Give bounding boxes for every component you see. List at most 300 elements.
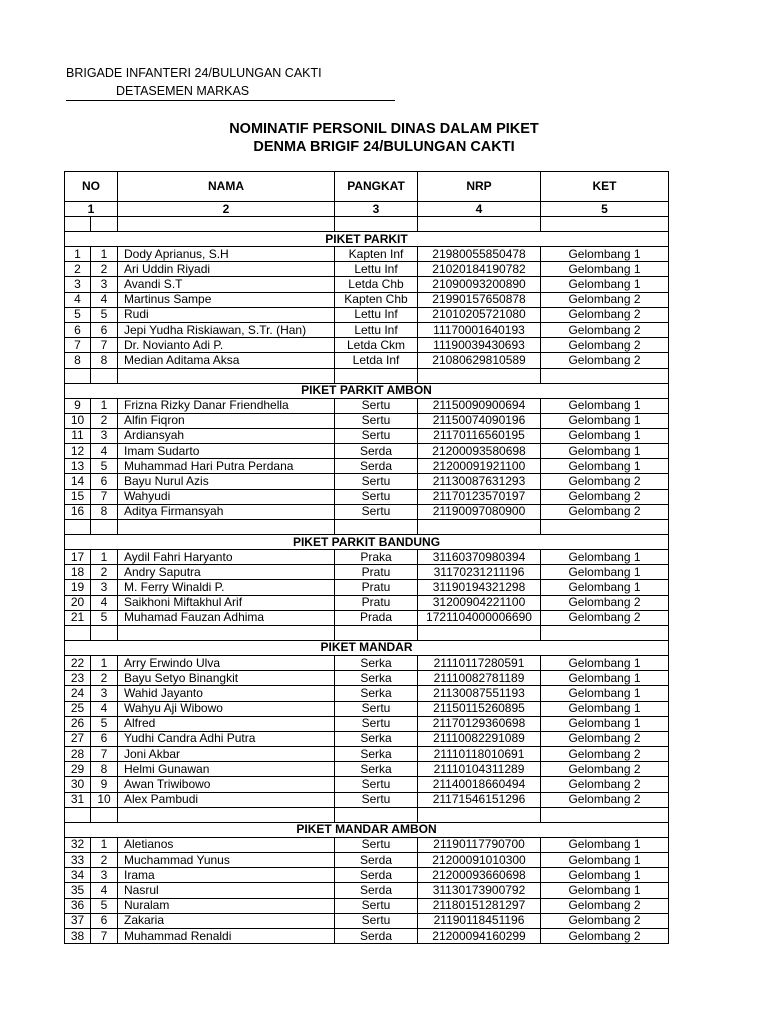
row-ket: Gelombang 1 xyxy=(541,671,669,686)
row-index: 16 xyxy=(65,504,91,519)
row-index: 34 xyxy=(65,868,91,883)
empty-cell xyxy=(91,217,118,232)
table-row xyxy=(65,353,669,368)
col-number: 3 xyxy=(335,202,418,217)
row-ket: Gelombang 2 xyxy=(541,928,669,943)
table-row xyxy=(65,747,669,762)
col-number: 2 xyxy=(118,202,335,217)
row-rank: Sertu xyxy=(335,701,418,716)
row-index: 37 xyxy=(65,913,91,928)
row-nrp: 21170123570197 xyxy=(418,489,541,504)
row-index: 21 xyxy=(65,610,91,625)
empty-cell xyxy=(541,217,669,232)
row-section-number: 4 xyxy=(91,595,118,610)
row-ket: Gelombang 1 xyxy=(541,837,669,852)
row-name: Avandi S.T xyxy=(118,277,335,292)
row-index: 31 xyxy=(65,792,91,807)
row-name: Alex Pambudi xyxy=(118,792,335,807)
row-section-number: 5 xyxy=(91,459,118,474)
table-row xyxy=(65,474,669,489)
empty-cell xyxy=(335,807,418,822)
row-rank: Sertu xyxy=(335,398,418,413)
row-index: 1 xyxy=(65,247,91,262)
row-section-number: 5 xyxy=(91,716,118,731)
row-nrp: 21190097080900 xyxy=(418,504,541,519)
row-name: Wahyu Aji Wibowo xyxy=(118,701,335,716)
row-nrp: 21200094160299 xyxy=(418,928,541,943)
row-section-number: 6 xyxy=(91,474,118,489)
row-name: Aditya Firmansyah xyxy=(118,504,335,519)
row-rank: Prada xyxy=(335,610,418,625)
empty-cell xyxy=(91,807,118,822)
row-index: 14 xyxy=(65,474,91,489)
row-nrp: 21130087551193 xyxy=(418,686,541,701)
row-index: 8 xyxy=(65,353,91,368)
row-index: 35 xyxy=(65,883,91,898)
row-nrp: 21130087631293 xyxy=(418,474,541,489)
row-rank: Sertu xyxy=(335,474,418,489)
table-row xyxy=(65,292,669,307)
row-ket: Gelombang 2 xyxy=(541,747,669,762)
table-row xyxy=(65,322,669,337)
col-number: 1 xyxy=(65,202,118,217)
row-name: Yudhi Candra Adhi Putra xyxy=(118,731,335,746)
table-row xyxy=(65,928,669,943)
row-rank: Letda Chb xyxy=(335,277,418,292)
row-rank: Kapten Inf xyxy=(335,247,418,262)
empty-cell xyxy=(418,217,541,232)
row-index: 15 xyxy=(65,489,91,504)
row-name: Wahid Jayanto xyxy=(118,686,335,701)
row-rank: Serka xyxy=(335,747,418,762)
row-nrp: 21110104311289 xyxy=(418,762,541,777)
row-name: Awan Triwibowo xyxy=(118,777,335,792)
row-rank: Sertu xyxy=(335,777,418,792)
row-index: 22 xyxy=(65,655,91,670)
row-rank: Serda xyxy=(335,459,418,474)
row-index: 4 xyxy=(65,292,91,307)
row-name: Ardiansyah xyxy=(118,428,335,443)
row-name: Nuralam xyxy=(118,898,335,913)
row-nrp: 21200091010300 xyxy=(418,853,541,868)
row-ket: Gelombang 1 xyxy=(541,247,669,262)
empty-cell xyxy=(541,520,669,535)
row-nrp: 21170116560195 xyxy=(418,428,541,443)
row-name: Nasrul xyxy=(118,883,335,898)
row-ket: Gelombang 1 xyxy=(541,565,669,580)
section-header-row xyxy=(65,535,669,550)
row-section-number: 4 xyxy=(91,444,118,459)
row-nrp: 21190117790700 xyxy=(418,837,541,852)
row-section-number: 4 xyxy=(91,701,118,716)
row-section-number: 4 xyxy=(91,292,118,307)
row-ket: Gelombang 2 xyxy=(541,898,669,913)
col-number: 4 xyxy=(418,202,541,217)
row-index: 7 xyxy=(65,338,91,353)
table-row xyxy=(65,898,669,913)
row-name: Dody Aprianus, S.H xyxy=(118,247,335,262)
row-ket: Gelombang 1 xyxy=(541,550,669,565)
table-row xyxy=(65,277,669,292)
row-section-number: 5 xyxy=(91,898,118,913)
table-row xyxy=(65,307,669,322)
row-ket: Gelombang 1 xyxy=(541,428,669,443)
row-ket: Gelombang 2 xyxy=(541,610,669,625)
row-rank: Pratu xyxy=(335,595,418,610)
row-index: 5 xyxy=(65,307,91,322)
row-rank: Sertu xyxy=(335,716,418,731)
row-nrp: 21010205721080 xyxy=(418,307,541,322)
row-section-number: 5 xyxy=(91,307,118,322)
row-name: Bayu Nurul Azis xyxy=(118,474,335,489)
row-nrp: 31130173900792 xyxy=(418,883,541,898)
row-section-number: 9 xyxy=(91,777,118,792)
row-ket: Gelombang 2 xyxy=(541,777,669,792)
row-section-number: 7 xyxy=(91,747,118,762)
row-section-number: 7 xyxy=(91,928,118,943)
row-name: Jepi Yudha Riskiawan, S.Tr. (Han) xyxy=(118,322,335,337)
row-index: 27 xyxy=(65,731,91,746)
col-header-pangkat: PANGKAT xyxy=(335,172,418,202)
row-name: Alfred xyxy=(118,716,335,731)
row-rank: Letda Ckm xyxy=(335,338,418,353)
row-ket: Gelombang 1 xyxy=(541,716,669,731)
org-name: BRIGADE INFANTERI 24/BULUNGAN CAKTI xyxy=(66,66,322,80)
row-rank: Serda xyxy=(335,868,418,883)
row-section-number: 3 xyxy=(91,428,118,443)
row-section-number: 2 xyxy=(91,565,118,580)
section-header-row xyxy=(65,383,669,398)
row-nrp: 21200093580698 xyxy=(418,444,541,459)
row-rank: Sertu xyxy=(335,898,418,913)
row-ket: Gelombang 1 xyxy=(541,413,669,428)
empty-cell xyxy=(91,368,118,383)
row-index: 38 xyxy=(65,928,91,943)
row-ket: Gelombang 1 xyxy=(541,883,669,898)
table-row xyxy=(65,413,669,428)
row-nrp: 1721104000006690 xyxy=(418,610,541,625)
table-row xyxy=(65,913,669,928)
row-rank: Serda xyxy=(335,883,418,898)
table-row xyxy=(65,731,669,746)
header-underline xyxy=(66,100,395,101)
row-nrp: 21190118451196 xyxy=(418,913,541,928)
row-ket: Gelombang 2 xyxy=(541,474,669,489)
empty-cell xyxy=(65,520,91,535)
row-ket: Gelombang 2 xyxy=(541,292,669,307)
row-nrp: 21980055850478 xyxy=(418,247,541,262)
row-ket: Gelombang 1 xyxy=(541,655,669,670)
empty-cell xyxy=(541,368,669,383)
row-name: Imam Sudarto xyxy=(118,444,335,459)
empty-cell xyxy=(118,368,335,383)
row-section-number: 2 xyxy=(91,262,118,277)
empty-cell xyxy=(418,625,541,640)
table-row xyxy=(65,686,669,701)
row-ket: Gelombang 2 xyxy=(541,489,669,504)
blank-row xyxy=(65,368,669,383)
col-header-no: NO xyxy=(65,172,118,202)
table-header-row xyxy=(65,172,669,202)
row-name: Joni Akbar xyxy=(118,747,335,762)
row-ket: Gelombang 1 xyxy=(541,262,669,277)
row-name: Median Aditama Aksa xyxy=(118,353,335,368)
row-rank: Sertu xyxy=(335,837,418,852)
row-index: 11 xyxy=(65,428,91,443)
row-ket: Gelombang 1 xyxy=(541,853,669,868)
blank-row xyxy=(65,625,669,640)
row-section-number: 2 xyxy=(91,853,118,868)
row-ket: Gelombang 1 xyxy=(541,444,669,459)
empty-cell xyxy=(91,625,118,640)
table-row xyxy=(65,550,669,565)
empty-cell xyxy=(418,368,541,383)
row-name: Irama xyxy=(118,868,335,883)
row-name: Dr. Novianto Adi P. xyxy=(118,338,335,353)
row-nrp: 11170001640193 xyxy=(418,322,541,337)
row-nrp: 21110082291089 xyxy=(418,731,541,746)
row-section-number: 1 xyxy=(91,398,118,413)
row-rank: Lettu Inf xyxy=(335,262,418,277)
row-nrp: 21150090900694 xyxy=(418,398,541,413)
table-row xyxy=(65,459,669,474)
empty-cell xyxy=(65,625,91,640)
row-section-number: 1 xyxy=(91,837,118,852)
row-index: 12 xyxy=(65,444,91,459)
row-name: Muhammad Renaldi xyxy=(118,928,335,943)
table-body xyxy=(65,217,669,944)
row-ket: Gelombang 2 xyxy=(541,762,669,777)
empty-cell xyxy=(335,625,418,640)
row-ket: Gelombang 2 xyxy=(541,338,669,353)
row-ket: Gelombang 2 xyxy=(541,595,669,610)
row-section-number: 6 xyxy=(91,731,118,746)
row-name: Aydil Fahri Haryanto xyxy=(118,550,335,565)
row-nrp: 21110082781189 xyxy=(418,671,541,686)
row-section-number: 3 xyxy=(91,580,118,595)
row-index: 20 xyxy=(65,595,91,610)
row-section-number: 1 xyxy=(91,247,118,262)
row-nrp: 21150115260895 xyxy=(418,701,541,716)
row-nrp: 21150074090196 xyxy=(418,413,541,428)
table-row xyxy=(65,655,669,670)
row-section-number: 8 xyxy=(91,504,118,519)
row-rank: Serda xyxy=(335,928,418,943)
row-name: Andry Saputra xyxy=(118,565,335,580)
row-rank: Lettu Inf xyxy=(335,322,418,337)
document-subtitle: DENMA BRIGIF 24/BULUNGAN CAKTI xyxy=(253,139,515,155)
empty-cell xyxy=(118,520,335,535)
empty-cell xyxy=(418,520,541,535)
table-row xyxy=(65,837,669,852)
row-name: Frizna Rizky Danar Friendhella xyxy=(118,398,335,413)
row-rank: Lettu Inf xyxy=(335,307,418,322)
document-title: NOMINATIF PERSONIL DINAS DALAM PIKET xyxy=(229,121,539,137)
row-index: 9 xyxy=(65,398,91,413)
blank-row xyxy=(65,520,669,535)
table-row xyxy=(65,489,669,504)
row-index: 25 xyxy=(65,701,91,716)
table-row xyxy=(65,247,669,262)
table-row xyxy=(65,671,669,686)
row-nrp: 31200904221100 xyxy=(418,595,541,610)
row-section-number: 7 xyxy=(91,489,118,504)
row-index: 19 xyxy=(65,580,91,595)
table-row xyxy=(65,868,669,883)
row-rank: Sertu xyxy=(335,428,418,443)
table-row xyxy=(65,338,669,353)
row-section-number: 3 xyxy=(91,277,118,292)
row-index: 29 xyxy=(65,762,91,777)
empty-cell xyxy=(118,625,335,640)
row-name: Muhammad Hari Putra Perdana xyxy=(118,459,335,474)
row-name: M. Ferry Winaldi P. xyxy=(118,580,335,595)
row-name: Aletianos xyxy=(118,837,335,852)
row-ket: Gelombang 2 xyxy=(541,353,669,368)
col-header-ket: KET xyxy=(541,172,669,202)
section-title: PIKET PARKIT AMBON xyxy=(65,383,669,398)
row-rank: Serka xyxy=(335,671,418,686)
table-row xyxy=(65,444,669,459)
blank-row xyxy=(65,807,669,822)
row-name: Ari Uddin Riyadi xyxy=(118,262,335,277)
row-rank: Serda xyxy=(335,444,418,459)
table-row xyxy=(65,762,669,777)
table-row xyxy=(65,777,669,792)
col-header-nama: NAMA xyxy=(118,172,335,202)
table-row xyxy=(65,792,669,807)
table-row xyxy=(65,610,669,625)
row-ket: Gelombang 2 xyxy=(541,792,669,807)
row-nrp: 21200091921100 xyxy=(418,459,541,474)
empty-cell xyxy=(541,625,669,640)
section-title: PIKET MANDAR AMBON xyxy=(65,822,669,837)
section-title: PIKET PARKIT BANDUNG xyxy=(65,535,669,550)
row-section-number: 8 xyxy=(91,353,118,368)
row-name: Wahyudi xyxy=(118,489,335,504)
row-section-number: 7 xyxy=(91,338,118,353)
table-row xyxy=(65,701,669,716)
row-rank: Sertu xyxy=(335,792,418,807)
row-ket: Gelombang 2 xyxy=(541,731,669,746)
row-ket: Gelombang 1 xyxy=(541,580,669,595)
row-index: 2 xyxy=(65,262,91,277)
table-row xyxy=(65,595,669,610)
row-rank: Praka xyxy=(335,550,418,565)
empty-cell xyxy=(118,217,335,232)
empty-cell xyxy=(335,368,418,383)
row-section-number: 4 xyxy=(91,883,118,898)
row-index: 18 xyxy=(65,565,91,580)
row-nrp: 21180151281297 xyxy=(418,898,541,913)
row-nrp: 21140018660494 xyxy=(418,777,541,792)
empty-cell xyxy=(65,368,91,383)
empty-cell xyxy=(541,807,669,822)
row-nrp: 11190039430693 xyxy=(418,338,541,353)
row-section-number: 5 xyxy=(91,610,118,625)
section-header-row xyxy=(65,232,669,247)
col-number: 5 xyxy=(541,202,669,217)
row-name: Martinus Sampe xyxy=(118,292,335,307)
row-section-number: 6 xyxy=(91,913,118,928)
row-nrp: 21020184190782 xyxy=(418,262,541,277)
row-nrp: 21990157650878 xyxy=(418,292,541,307)
row-name: Rudi xyxy=(118,307,335,322)
row-name: Arry Erwindo Ulva xyxy=(118,655,335,670)
row-rank: Serka xyxy=(335,686,418,701)
row-rank: Pratu xyxy=(335,580,418,595)
row-section-number: 8 xyxy=(91,762,118,777)
row-index: 26 xyxy=(65,716,91,731)
table-row xyxy=(65,428,669,443)
table-row xyxy=(65,580,669,595)
table-row xyxy=(65,504,669,519)
row-section-number: 1 xyxy=(91,550,118,565)
row-ket: Gelombang 1 xyxy=(541,398,669,413)
row-section-number: 6 xyxy=(91,322,118,337)
row-nrp: 21110118010691 xyxy=(418,747,541,762)
empty-cell xyxy=(65,807,91,822)
table-row xyxy=(65,853,669,868)
row-index: 6 xyxy=(65,322,91,337)
row-rank: Serka xyxy=(335,731,418,746)
row-rank: Serka xyxy=(335,655,418,670)
empty-cell xyxy=(418,807,541,822)
col-header-nrp: NRP xyxy=(418,172,541,202)
row-ket: Gelombang 2 xyxy=(541,504,669,519)
row-nrp: 21110117280591 xyxy=(418,655,541,670)
row-nrp: 31170231211196 xyxy=(418,565,541,580)
column-number-row xyxy=(65,202,669,217)
row-nrp: 31160370980394 xyxy=(418,550,541,565)
row-rank: Serda xyxy=(335,853,418,868)
row-name: Muchammad Yunus xyxy=(118,853,335,868)
row-rank: Pratu xyxy=(335,565,418,580)
row-name: Bayu Setyo Binangkit xyxy=(118,671,335,686)
row-section-number: 2 xyxy=(91,671,118,686)
blank-row xyxy=(65,217,669,232)
row-section-number: 3 xyxy=(91,868,118,883)
row-section-number: 1 xyxy=(91,655,118,670)
row-index: 33 xyxy=(65,853,91,868)
row-index: 30 xyxy=(65,777,91,792)
row-ket: Gelombang 1 xyxy=(541,701,669,716)
row-ket: Gelombang 1 xyxy=(541,868,669,883)
row-ket: Gelombang 1 xyxy=(541,686,669,701)
row-rank: Sertu xyxy=(335,504,418,519)
table-row xyxy=(65,262,669,277)
row-ket: Gelombang 1 xyxy=(541,459,669,474)
row-ket: Gelombang 2 xyxy=(541,913,669,928)
row-section-number: 10 xyxy=(91,792,118,807)
row-index: 13 xyxy=(65,459,91,474)
row-nrp: 21080629810589 xyxy=(418,353,541,368)
empty-cell xyxy=(91,520,118,535)
row-name: Alfin Fiqron xyxy=(118,413,335,428)
personnel-table xyxy=(64,171,669,944)
empty-cell xyxy=(65,217,91,232)
row-index: 23 xyxy=(65,671,91,686)
row-rank: Serka xyxy=(335,762,418,777)
row-rank: Letda Inf xyxy=(335,353,418,368)
table-row xyxy=(65,716,669,731)
row-index: 24 xyxy=(65,686,91,701)
row-nrp: 21090093200890 xyxy=(418,277,541,292)
row-name: Zakaria xyxy=(118,913,335,928)
row-rank: Sertu xyxy=(335,913,418,928)
row-rank: Kapten Chb xyxy=(335,292,418,307)
row-name: Helmi Gunawan xyxy=(118,762,335,777)
